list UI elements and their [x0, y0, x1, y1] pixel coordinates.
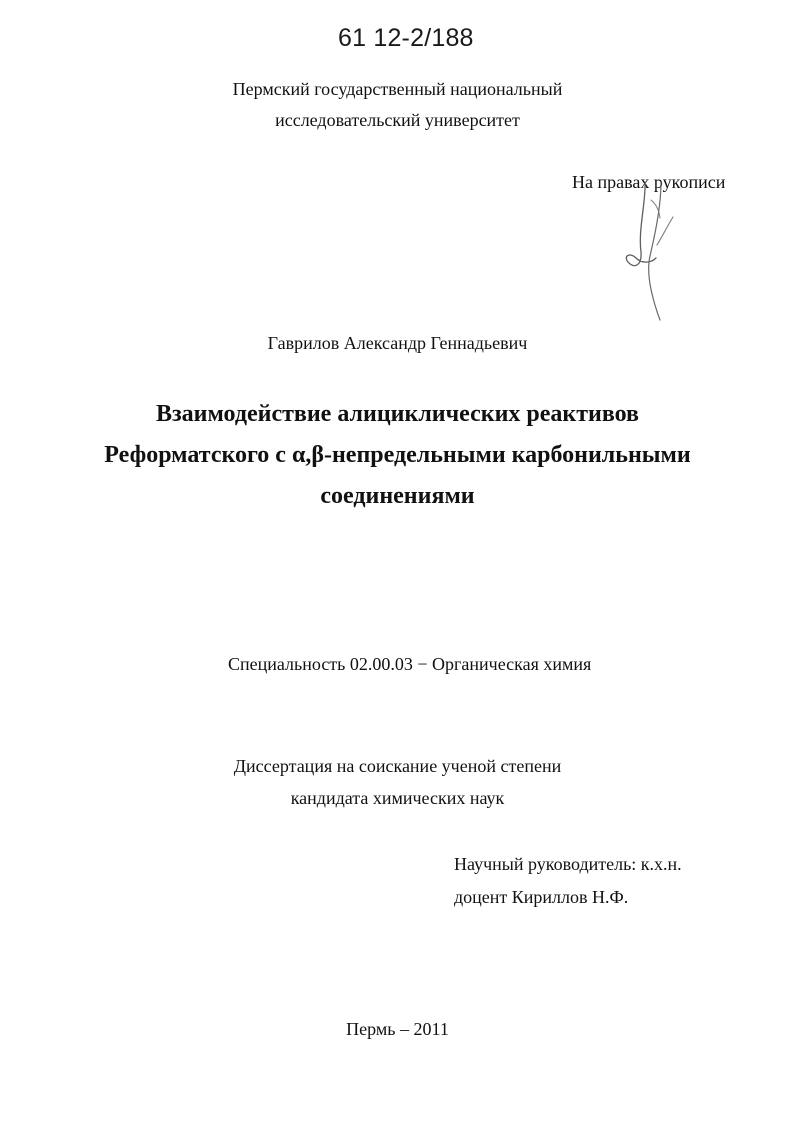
- supervisor-line-2: доцент Кириллов Н.Ф.: [454, 887, 629, 907]
- specialty: Специальность 02.00.03 − Органическая химия: [228, 654, 592, 674]
- city-year: Пермь – 2011: [346, 1019, 449, 1039]
- handwritten-signature-icon: [618, 174, 688, 322]
- catalog-number: 61 12-2/188: [338, 24, 474, 52]
- institution-line-2: исследовательский университет: [275, 110, 520, 130]
- degree-statement: [0, 750, 795, 814]
- degree-line-2: кандидата химических наук: [290, 788, 505, 808]
- supervisor-line-1: Научный руководитель: к.х.н.: [454, 854, 682, 874]
- supervisor-block: [454, 848, 682, 914]
- dissertation-title: [0, 394, 795, 517]
- institution-block: [0, 74, 795, 136]
- title-line-3: соединениями: [320, 483, 475, 509]
- institution-line-1: Пермский государственный национальный: [232, 79, 563, 99]
- title-line-1: Взаимодействие алициклических реактивов: [156, 401, 639, 427]
- manuscript-note: На правах рукописи: [572, 172, 726, 192]
- author-name: Гаврилов Александр Геннадьевич: [267, 333, 528, 353]
- title-line-2: Реформатского с α,β-непредельными карбонильными: [104, 442, 691, 468]
- degree-line-1: Диссертация на соискание ученой степени: [233, 756, 562, 776]
